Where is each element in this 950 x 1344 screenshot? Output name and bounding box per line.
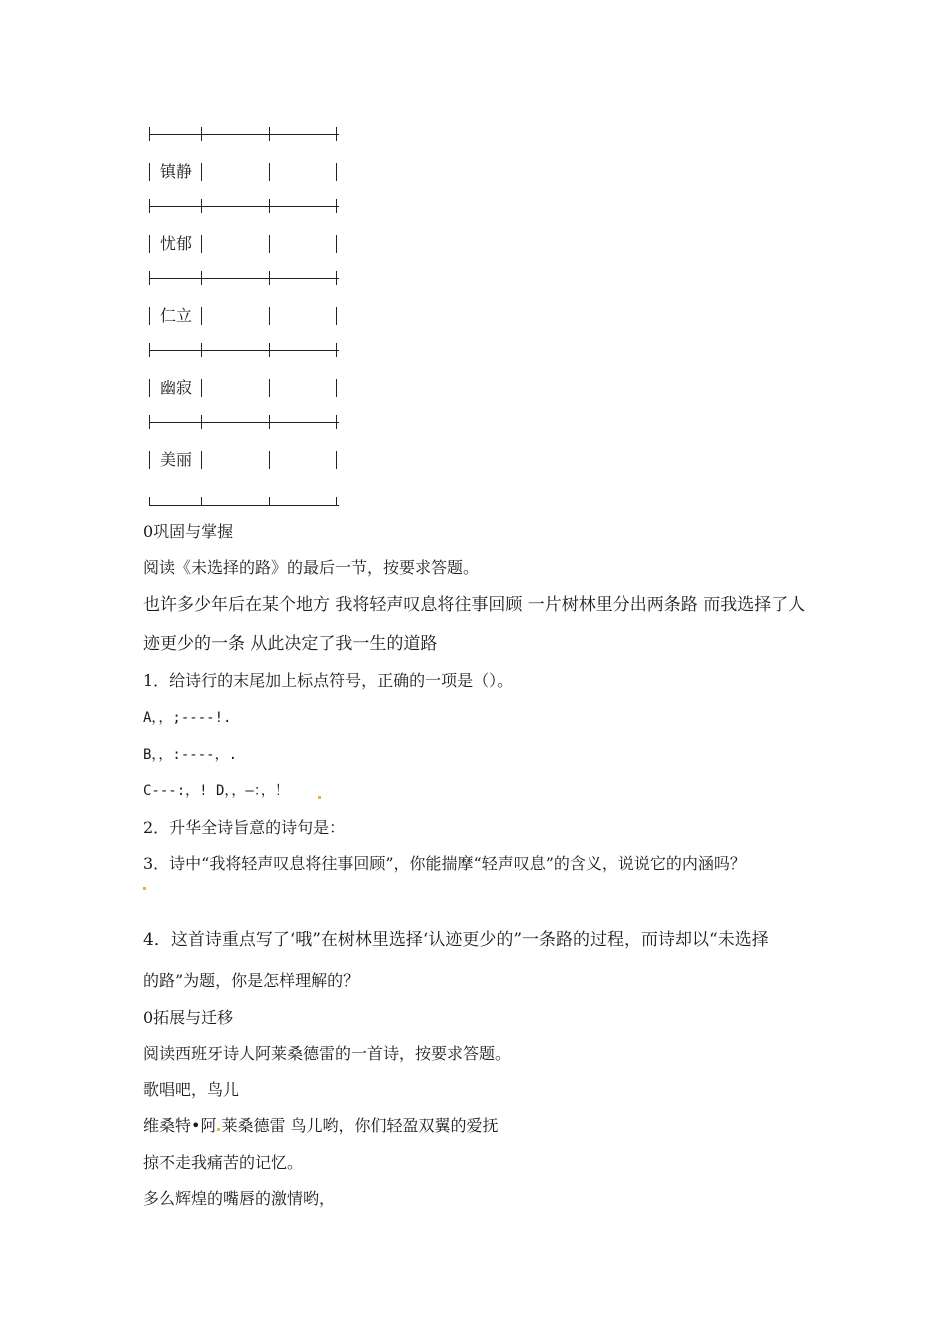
poem-author-part-1: 维桑特•阿 (143, 1116, 217, 1135)
poem-line-3: 多么辉煌的嘴唇的激情哟， (143, 1189, 336, 1208)
poem-author-part-2: 莱桑德雷 鸟儿哟，你们轻盈双翼的爱抚 (221, 1116, 499, 1135)
highlight-dot (143, 887, 146, 890)
table-row (143, 217, 343, 269)
question-3: 3．诗中“我将轻声叹息将往事回顾”，你能揣摩“轻声叹息”的含义，说说它的内涵吗？ (143, 854, 746, 873)
table-rule (143, 269, 343, 289)
poem-author-and-line-1 (143, 1116, 499, 1136)
table-cell-word: 幽寂 (160, 378, 193, 397)
table-rule (143, 341, 343, 361)
table-cell-word: 镇静 (160, 162, 193, 181)
question-4-line-2: 的路”为题，你是怎样理解的？ (143, 971, 360, 990)
word-table (143, 125, 343, 505)
question-4-line-1: 4．这首诗重点写了‘哦”在树林里选择‘认迹更少的”一条路的过程，而诗却以“未选择 (143, 930, 769, 950)
section-heading-extend: 0拓展与迁移 (143, 1008, 234, 1027)
reading-instruction: 阅读《未选择的路》的最后一节，按要求答题。 (143, 558, 480, 577)
table-cell-word: 仁立 (160, 306, 193, 325)
section-heading-consolidate: 0巩固与掌握 (143, 522, 234, 541)
highlight-dot (217, 1128, 220, 1131)
poem-line-2: 掠不走我痛苦的记忆。 (143, 1153, 304, 1172)
option-c-d (143, 781, 289, 801)
table-row (143, 145, 343, 197)
question-2: 2．升华全诗旨意的诗句是： (143, 818, 346, 837)
poem-excerpt-line-2: 迹更少的一条 从此决定了我一生的道路 (143, 634, 438, 654)
reading-instruction-2: 阅读西班牙诗人阿莱桑德雷的一首诗，按要求答题。 (143, 1044, 512, 1063)
poem-excerpt-line-1: 也许多少年后在某个地方 我将轻声叹息将往事回顾 一片树林里分出两条路 而我选择了人 (143, 595, 806, 615)
table-row (143, 289, 343, 341)
option-a: A，，;----!. (143, 710, 232, 726)
table-bottom-rule (143, 485, 343, 505)
highlight-dot (318, 796, 321, 799)
option-b: B，，:----，. (143, 747, 238, 763)
option-c-d-text: C---:，! D，，—：，！ (143, 783, 289, 799)
table-rule (143, 413, 343, 433)
table-rule (143, 197, 343, 217)
table-row (143, 433, 343, 485)
table-cell-word: 美丽 (160, 450, 193, 469)
poem-title: 歌唱吧，鸟儿 (143, 1080, 240, 1099)
question-1: 1．给诗行的末尾加上标点符号，正确的一项是（）。 (143, 671, 514, 690)
table-rule (143, 125, 343, 145)
table-cell-word: 忧郁 (160, 234, 193, 253)
table-row (143, 361, 343, 413)
